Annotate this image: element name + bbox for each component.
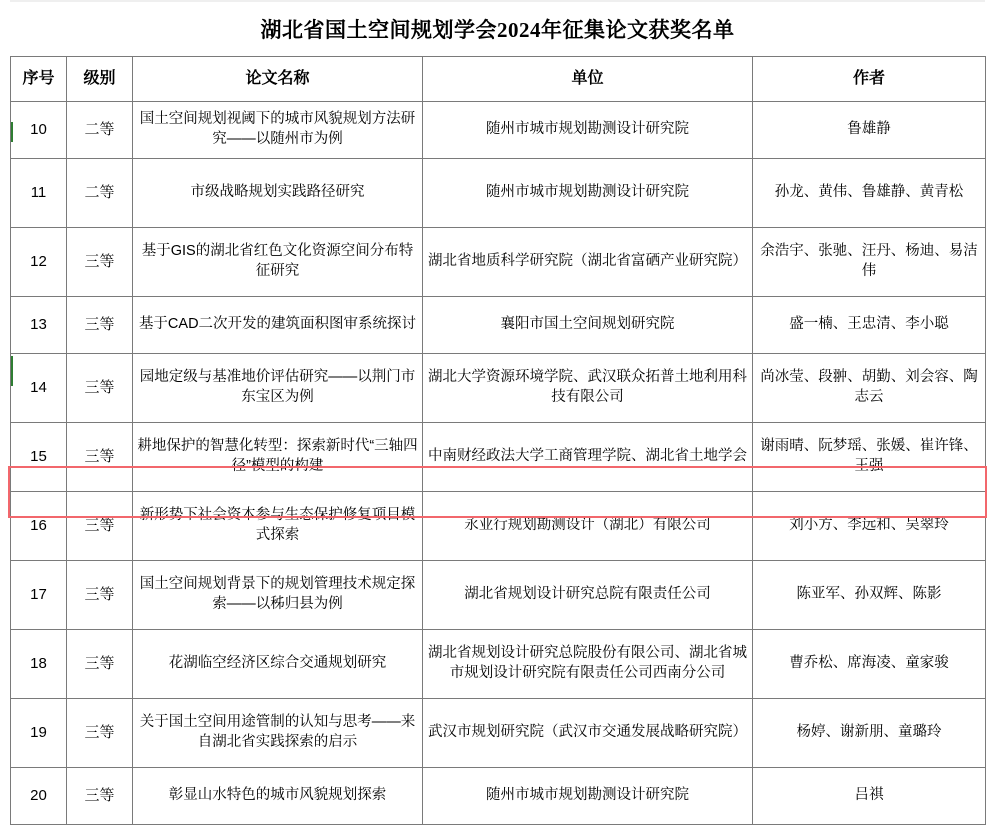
cell-org: 襄阳市国土空间规划研究院	[423, 297, 753, 354]
cell-seq: 11	[11, 159, 67, 228]
cell-title: 新形势下社会资本参与生态保护修复项目模式探索	[133, 492, 423, 561]
cell-org: 永业行规划勘测设计（湖北）有限公司	[423, 492, 753, 561]
cell-author: 鲁雄静	[753, 102, 986, 159]
cell-seq: 17	[11, 561, 67, 630]
table-row	[11, 561, 986, 630]
cell-org: 湖北省规划设计研究总院有限责任公司	[423, 561, 753, 630]
table-row-highlighted	[11, 492, 986, 561]
table-row	[11, 630, 986, 699]
table-row	[11, 159, 986, 228]
cell-title: 基于GIS的湖北省红色文化资源空间分布特征研究	[133, 228, 423, 297]
table-row	[11, 297, 986, 354]
cell-author: 曹乔松、席海凌、童家骏	[753, 630, 986, 699]
table-row	[11, 354, 986, 423]
cell-author: 陈亚军、孙双辉、陈影	[753, 561, 986, 630]
cell-title: 园地定级与基准地价评估研究——以荆门市东宝区为例	[133, 354, 423, 423]
cell-author: 杨婷、谢新朋、童璐玲	[753, 699, 986, 768]
cell-seq: 19	[11, 699, 67, 768]
award-table	[10, 56, 986, 825]
cell-title: 彰显山水特色的城市风貌规划探索	[133, 768, 423, 825]
cell-level: 三等	[67, 423, 133, 492]
cell-level: 二等	[67, 159, 133, 228]
cell-level: 三等	[67, 561, 133, 630]
cell-title: 花湖临空经济区综合交通规划研究	[133, 630, 423, 699]
table-row	[11, 423, 986, 492]
cell-level: 三等	[67, 492, 133, 561]
cell-level: 三等	[67, 297, 133, 354]
cell-title: 国土空间规划背景下的规划管理技术规定探索——以秭归县为例	[133, 561, 423, 630]
cell-author: 刘小方、李远和、吴翠玲	[753, 492, 986, 561]
edge-mark-lower	[11, 356, 13, 386]
cell-level: 三等	[67, 768, 133, 825]
cell-title: 市级战略规划实践路径研究	[133, 159, 423, 228]
table-row	[11, 102, 986, 159]
cell-seq: 20	[11, 768, 67, 825]
top-rule	[10, 0, 985, 2]
cell-seq: 12	[11, 228, 67, 297]
cell-org: 湖北省规划设计研究总院股份有限公司、湖北省城市规划设计研究院有限责任公司西南分公司	[423, 630, 753, 699]
table-row	[11, 768, 986, 825]
cell-seq: 15	[11, 423, 67, 492]
cell-seq: 10	[11, 102, 67, 159]
cell-seq: 18	[11, 630, 67, 699]
cell-level: 三等	[67, 354, 133, 423]
cell-seq: 16	[11, 492, 67, 561]
cell-org: 武汉市规划研究院（武汉市交通发展战略研究院）	[423, 699, 753, 768]
cell-org: 湖北省地质科学研究院（湖北省富硒产业研究院）	[423, 228, 753, 297]
cell-title: 耕地保护的智慧化转型：探索新时代“三轴四径”模型的构建	[133, 423, 423, 492]
table-row	[11, 699, 986, 768]
cell-author: 谢雨晴、阮梦瑶、张媛、崔许锋、王强	[753, 423, 986, 492]
column-header-level: 级别	[67, 57, 133, 102]
column-header-org: 单位	[423, 57, 753, 102]
page-title: 湖北省国土空间规划学会2024年征集论文获奖名单	[260, 18, 735, 42]
cell-author: 尚冰莹、段翀、胡勤、刘会容、陶志云	[753, 354, 986, 423]
table-row	[11, 228, 986, 297]
cell-org: 中南财经政法大学工商管理学院、湖北省土地学会	[423, 423, 753, 492]
cell-level: 二等	[67, 102, 133, 159]
table-header-row	[11, 57, 986, 102]
cell-org: 随州市城市规划勘测设计研究院	[423, 768, 753, 825]
column-header-author: 作者	[753, 57, 986, 102]
column-header-title: 论文名称	[133, 57, 423, 102]
cell-org: 随州市城市规划勘测设计研究院	[423, 102, 753, 159]
cell-seq: 13	[11, 297, 67, 354]
cell-seq: 14	[11, 354, 67, 423]
cell-author: 盛一楠、王忠清、李小聪	[753, 297, 986, 354]
cell-title: 基于CAD二次开发的建筑面积图审系统探讨	[133, 297, 423, 354]
cell-title: 关于国土空间用途管制的认知与思考——来自湖北省实践探索的启示	[133, 699, 423, 768]
column-header-seq: 序号	[11, 57, 67, 102]
cell-org: 随州市城市规划勘测设计研究院	[423, 159, 753, 228]
edge-mark-upper	[11, 122, 13, 142]
cell-author: 孙龙、黄伟、鲁雄静、黄青松	[753, 159, 986, 228]
cell-org: 湖北大学资源环境学院、武汉联众拓普土地利用科技有限公司	[423, 354, 753, 423]
cell-level: 三等	[67, 699, 133, 768]
cell-level: 三等	[67, 228, 133, 297]
cell-author: 吕祺	[753, 768, 986, 825]
cell-author: 余浩宇、张驰、汪丹、杨迪、易洁伟	[753, 228, 986, 297]
cell-level: 三等	[67, 630, 133, 699]
cell-title: 国土空间规划视阈下的城市风貌规划方法研究——以随州市为例	[133, 102, 423, 159]
